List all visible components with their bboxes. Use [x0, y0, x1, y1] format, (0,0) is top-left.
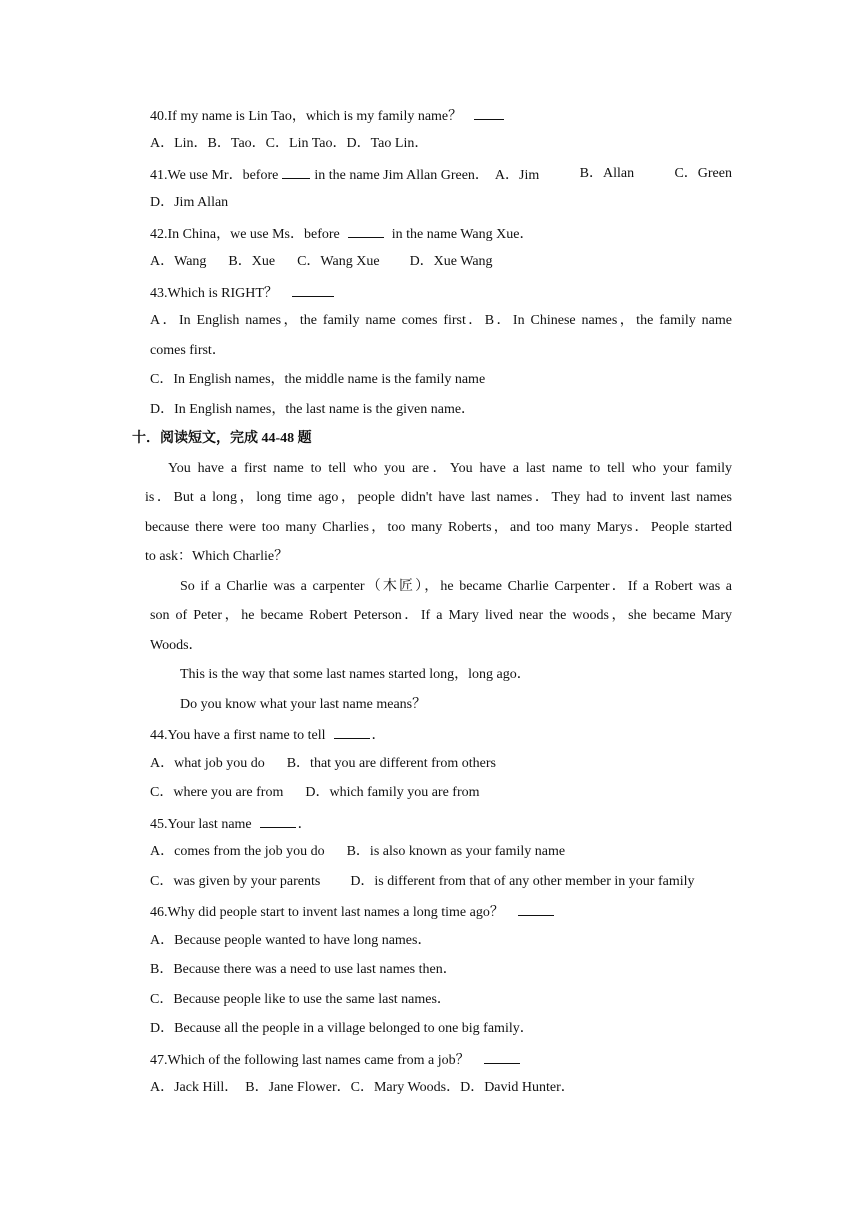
passage-p2-line3: Woods．: [150, 638, 203, 653]
passage-p1-line2: is．But a long，long time ago，people didn't have last names．They had to invent last names: [145, 490, 732, 505]
question-43-options-ab: A．In English names，the family name comes first．B．In Chinese names，the family name: [150, 313, 732, 328]
question-45-options-cd: [150, 873, 695, 891]
question-45-option-d: D．is different from that of any other member in your family: [350, 874, 695, 889]
question-44-option-b: B．that you are different from others: [286, 756, 497, 771]
passage-p1-line4: to ask：Which Charlie？: [145, 549, 289, 564]
question-44-stem: 44.You have a first name to tell ．: [150, 725, 386, 745]
question-44-options-ab: [150, 755, 496, 773]
question-43-stem: 43.Which is RIGHT？: [150, 283, 338, 303]
answer-blank: [348, 224, 384, 238]
question-44-option-a: A．what job you do: [150, 756, 265, 771]
question-44-options-cd: [150, 784, 480, 802]
answer-blank: [474, 106, 504, 120]
question-45-stem: 45.Your last name ．: [150, 814, 312, 834]
question-41-line: [150, 165, 732, 185]
question-41-option-d: D．Jim Allan: [150, 195, 229, 210]
question-44-option-c: C．where you are from: [150, 785, 284, 800]
question-46-option-a: A．Because people wanted to have long names．: [150, 933, 432, 948]
question-46-option-c: C．Because people like to use the same last names．: [150, 992, 451, 1007]
question-41-stem: 41.We use Mr．before in the name Jim Allan Green． A．Jim: [150, 165, 539, 185]
question-42-options: [150, 253, 493, 271]
question-45-options-ab: [150, 843, 565, 861]
passage-p2-line2: son of Peter，he became Robert Peterson．If a Mary lived near the woods，she became Mary: [150, 608, 732, 623]
question-41-option-b: B．Allan: [579, 166, 635, 181]
passage-p4: Do you know what your last name means？: [180, 697, 427, 712]
question-45-option-c: C．was given by your parents: [150, 874, 321, 889]
question-42-stem: 42.In China，we use Ms．before in the name Wang Xue．: [150, 224, 533, 244]
question-40-stem: 40.If my name is Lin Tao，which is my family name？: [150, 106, 508, 126]
question-41-option-c: C．Green: [674, 166, 732, 181]
question-42-option-a: A．Wang: [150, 254, 207, 269]
question-42-option-b: B．Xue: [228, 254, 276, 269]
question-46-option-d: D．Because all the people in a village belonged to one big family．: [150, 1021, 534, 1036]
question-46-stem: 46.Why did people start to invent last names a long time ago？: [150, 902, 558, 922]
answer-blank: [282, 165, 310, 179]
answer-blank: [484, 1050, 520, 1064]
question-43-option-c: C．In English names，the middle name is the family name: [150, 372, 486, 387]
section-heading: 十．阅读短文，完成 44-48 题: [132, 431, 312, 446]
question-45-option-b: B．is also known as your family name: [346, 844, 566, 859]
answer-blank: [334, 725, 370, 739]
question-47-options: A．Jack Hill． B．Jane Flower．C．Mary Woods．D．David Hunter．: [150, 1080, 575, 1095]
answer-blank: [518, 902, 554, 916]
question-42-option-c: C．Wang Xue: [297, 254, 380, 269]
passage-p3: This is the way that some last names started long，long ago．: [180, 667, 531, 682]
question-43-options-ab-cont: comes first．: [150, 343, 226, 358]
passage-p2-line1: So if a Charlie was a carpenter（木匠），he became Charlie Carpenter．If a Robert was a: [180, 579, 732, 594]
passage-p1-line1: You have a first name to tell who you are．You have a last name to tell who your family: [168, 461, 732, 476]
answer-blank: [292, 283, 334, 297]
answer-blank: [260, 814, 296, 828]
question-47-stem: 47.Which of the following last names came from a job？: [150, 1050, 524, 1070]
question-42-option-d: D．Xue Wang: [409, 254, 493, 269]
question-46-option-b: B．Because there was a need to use last names then．: [150, 962, 457, 977]
question-45-option-a: A．comes from the job you do: [150, 844, 325, 859]
question-43-option-d: D．In English names，the last name is the given name．: [150, 402, 476, 417]
question-44-option-d: D．which family you are from: [305, 785, 480, 800]
passage-p1-line3: because there were too many Charlies，too many Roberts，and too many Marys．People started: [145, 520, 732, 535]
question-40-options: A．Lin．B．Tao．C．Lin Tao．D．Tao Lin．: [150, 136, 429, 151]
